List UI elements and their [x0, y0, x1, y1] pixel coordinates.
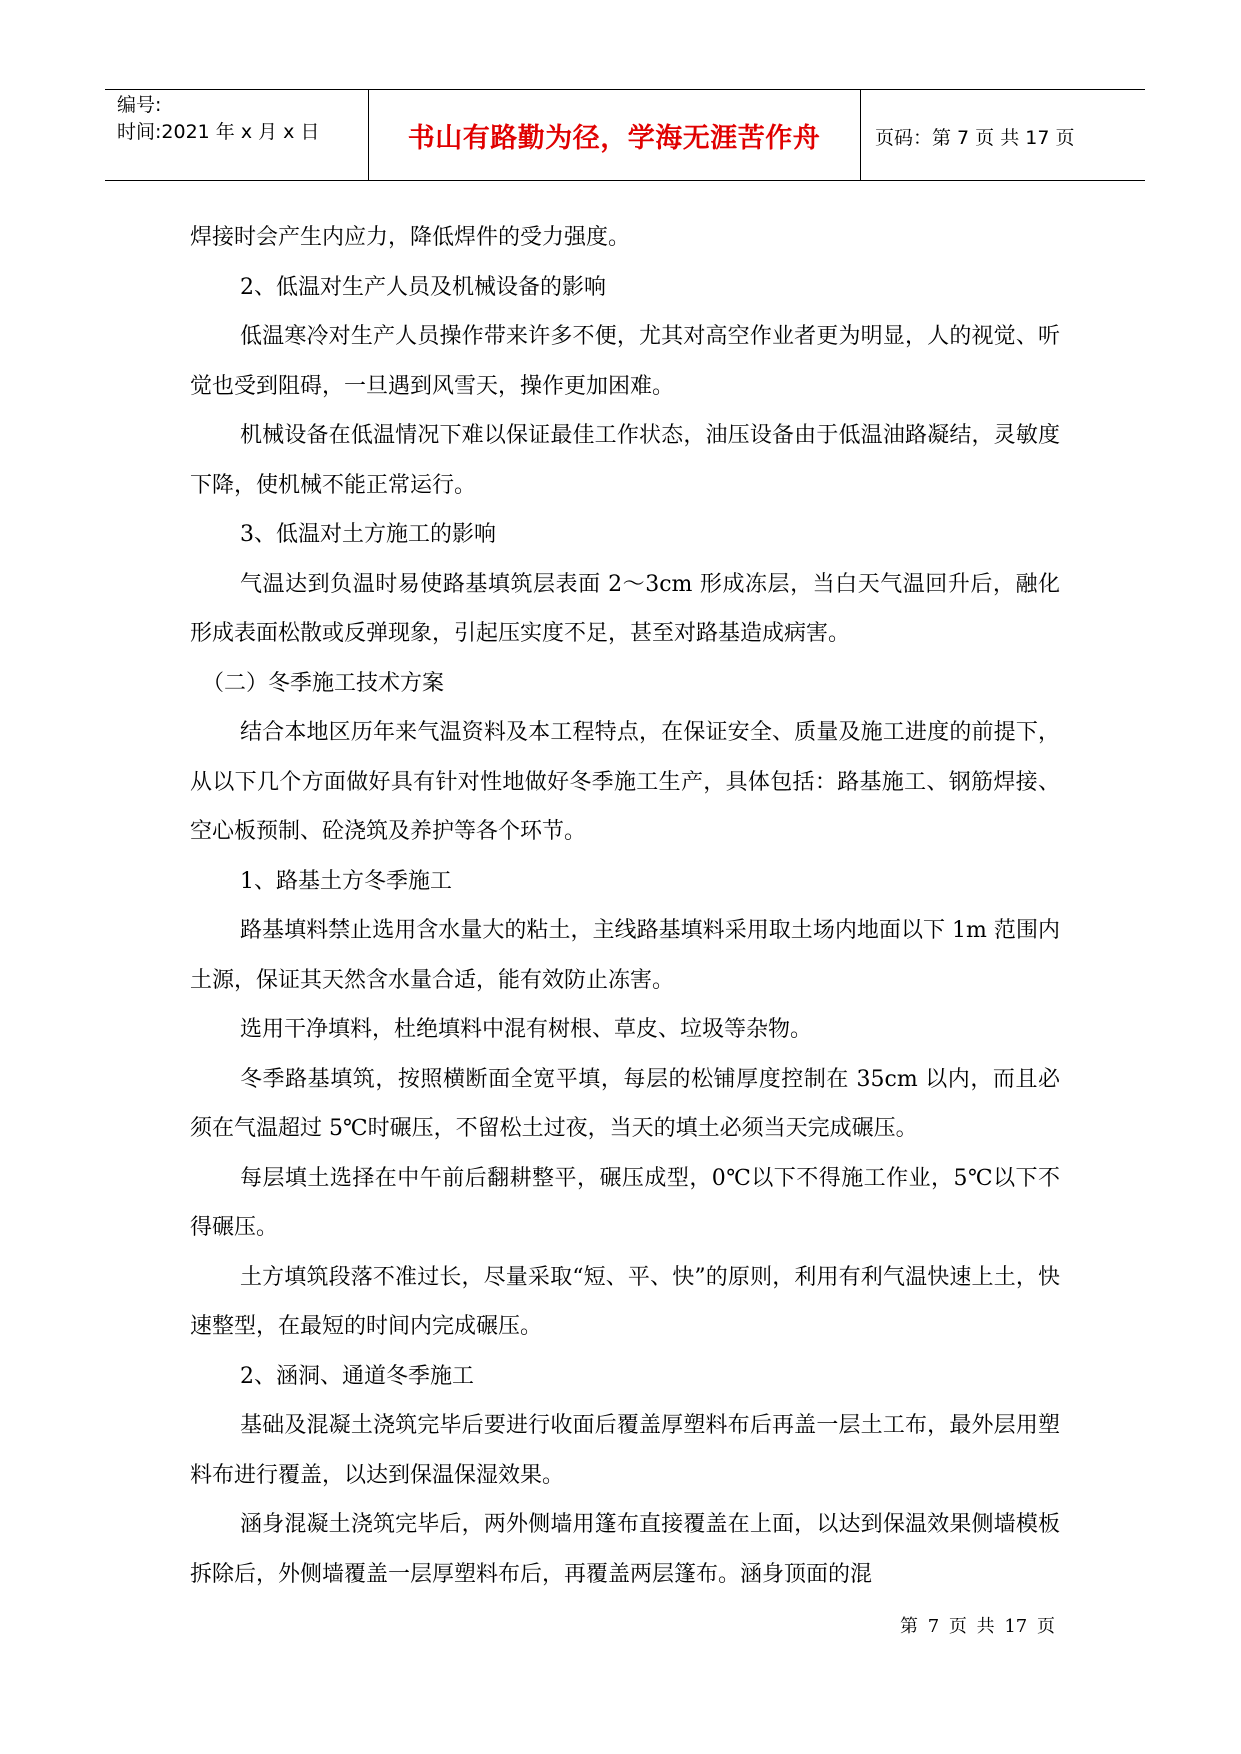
- paragraph: 焊接时会产生内应力，降低焊件的受力强度。: [190, 225, 631, 250]
- paragraph: 1、路基土方冬季施工: [240, 868, 452, 894]
- paragraph: 涵身混凝土浇筑完毕后，两外侧墙用篷布直接覆盖在上面，以达到保温效果侧墙模板拆除后，外侧墙覆盖一层厚塑料布后，再覆盖两层篷布。涵身顶面的混: [190, 1512, 1060, 1587]
- header-time-label: 时间:2021 年 x 月 x 日: [117, 121, 320, 143]
- paragraph: 土方填筑段落不准过长，尽量采取“短、平、快”的原则，利用有利气温快速上土，快速整型，在最短的时间内完成碾压。: [190, 1264, 1060, 1339]
- paragraph: 2、涵洞、通道冬季施工: [240, 1363, 474, 1389]
- paragraph: 气温达到负温时易使路基填筑层表面 2～3cm 形成冻层，当白天气温回升后，融化形成表面松散或反弹现象，引起压实度不足，甚至对路基造成病害。: [190, 571, 1060, 646]
- page-footer: 第 7 页 共 17 页: [900, 1616, 1055, 1637]
- paragraph: 路基填料禁止选用含水量大的粘土，主线路基填料采用取土场内地面以下 1m 范围内土源，保证其天然含水量合适，能有效防止冻害。: [190, 918, 1060, 993]
- document-body: [190, 213, 1060, 1599]
- paragraph: 每层填土选择在中午前后翻耕整平，碾压成型，0℃以下不得施工作业，5℃以下不得碾压。: [190, 1165, 1060, 1240]
- paragraph: 冬季路基填筑，按照横断面全宽平填，每层的松铺厚度控制在 35cm 以内，而且必须在气温超过 5℃时碾压，不留松土过夜，当天的填土必须当天完成碾压。: [190, 1066, 1060, 1141]
- header-page-info: 页码：第 7 页 共 17 页: [875, 127, 1075, 149]
- paragraph: 低温寒冷对生产人员操作带来许多不便，尤其对高空作业者更为明显，人的视觉、听觉也受到阻碍，一旦遇到风雪天，操作更加困难。: [190, 324, 1060, 399]
- paragraph: 机械设备在低温情况下难以保证最佳工作状态，油压设备由于低温油路凝结，灵敏度下降，使机械不能正常运行。: [190, 423, 1060, 498]
- header-motto: 书山有路勤为径，学海无涯苦作舟: [407, 123, 821, 154]
- paragraph: 3、低温对土方施工的影响: [240, 522, 496, 547]
- paragraph: 结合本地区历年来气温资料及本工程特点，在保证安全、质量及施工进度的前提下，从以下几个方面做好具有针对性地做好冬季施工生产，具体包括：路基施工、钢筋焊接、空心板预制、砼浇筑及养护等各个环节。: [190, 720, 1060, 844]
- header-divider: [860, 90, 861, 180]
- paragraph: 选用干净填料，杜绝填料中混有树根、草皮、垃圾等杂物。: [240, 1017, 813, 1042]
- header-meta: [117, 92, 319, 146]
- paragraph: （二）冬季施工技术方案: [202, 670, 445, 696]
- paragraph: 基础及混凝土浇筑完毕后要进行收面后覆盖厚塑料布后再盖一层土工布，最外层用塑料布进行覆盖，以达到保温保湿效果。: [190, 1413, 1060, 1488]
- header-number-label: 编号:: [117, 94, 162, 116]
- paragraph: 2、低温对生产人员及机械设备的影响: [240, 274, 606, 300]
- page-header: [105, 89, 1145, 181]
